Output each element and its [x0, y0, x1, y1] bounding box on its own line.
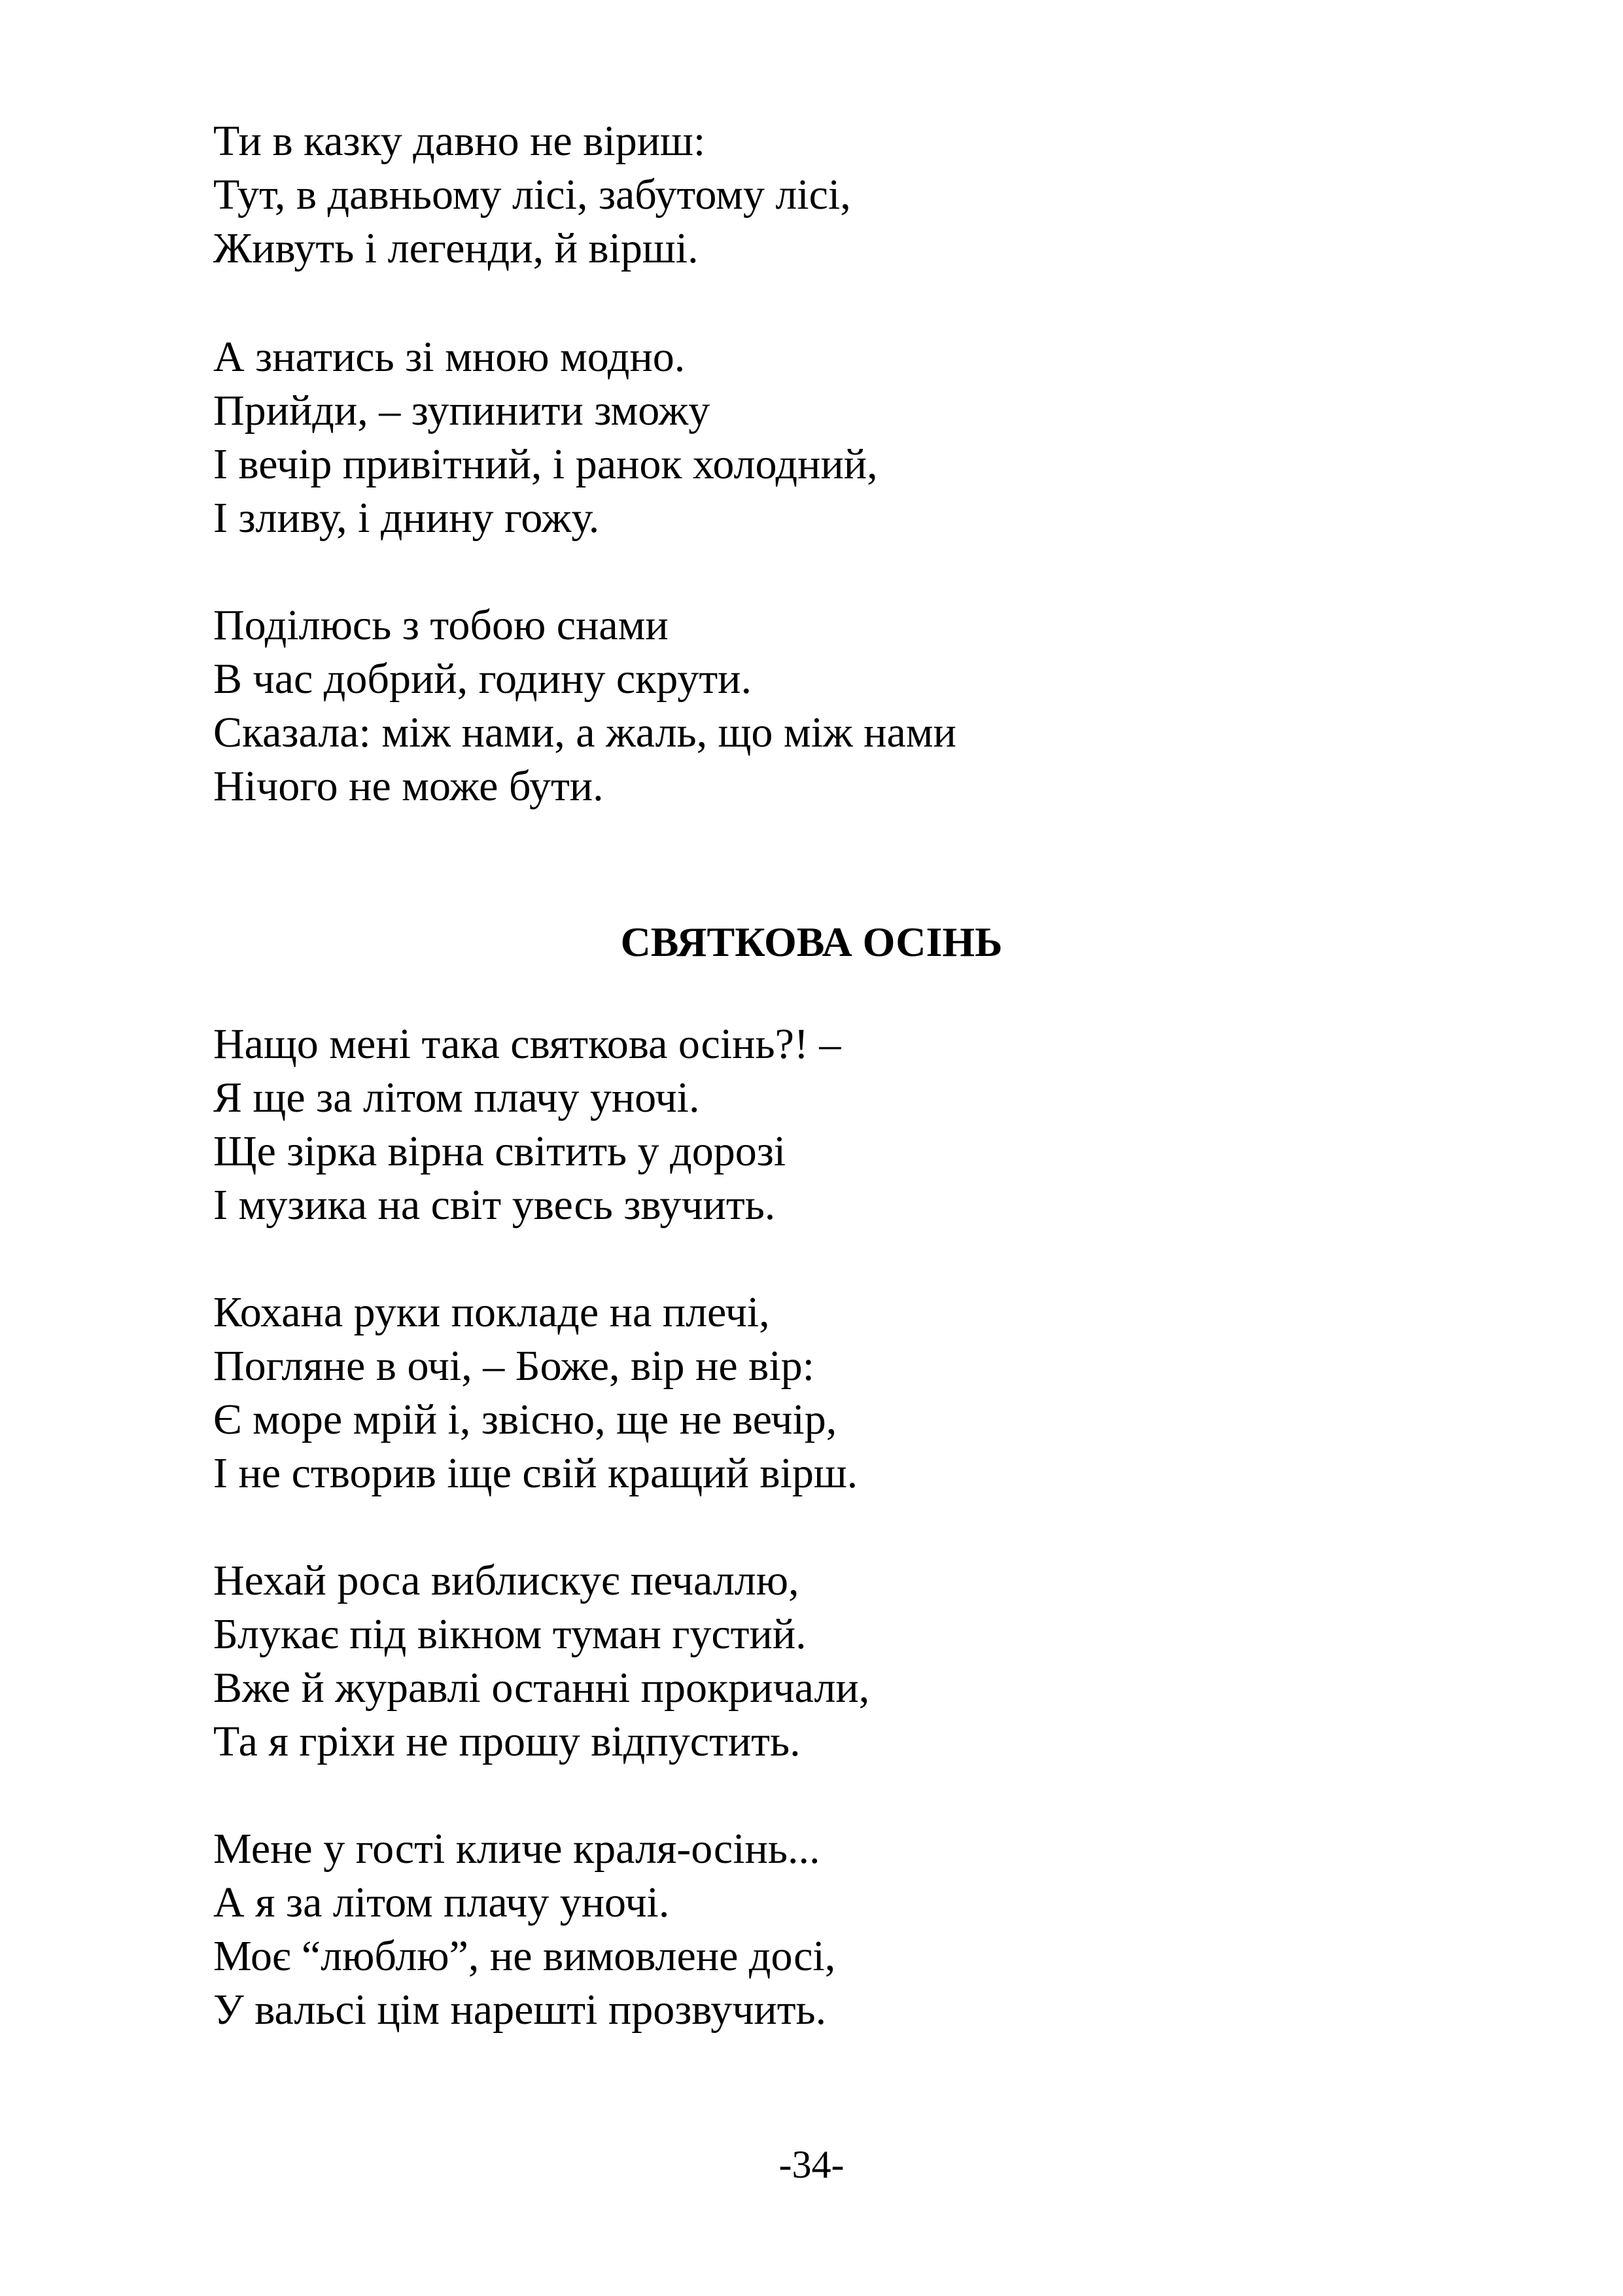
poem-line: І музика на світ увесь звучить. [213, 1181, 776, 1229]
poem-line: Мене у гості кличе краля-осінь... [213, 1825, 820, 1873]
stanza [213, 1822, 835, 2037]
poem-line: І вечір привітний, і ранок холодний, [213, 440, 878, 488]
poem-line: І не створив іще свій кращий вірш. [213, 1449, 858, 1497]
poem-line: Поділюсь з тобою снами [213, 601, 669, 649]
poem-line: Нехай роса виблискує печаллю, [213, 1557, 799, 1604]
poem-line: Сказала: між нами, а жаль, що між нами [213, 709, 956, 756]
poem-line: Є море мрій і, звісно, ще не вечір, [213, 1396, 837, 1443]
stanza [213, 330, 878, 545]
poem-line: В час добрий, годину скрути. [213, 655, 752, 703]
poem-line: Та я гріхи не прошу відпустить. [213, 1718, 801, 1765]
stanza [213, 115, 851, 275]
poem-line: Нащо мені така святкова осінь?! – [213, 1020, 841, 1068]
poem-line: Блукає під вікном туман густий. [213, 1610, 807, 1658]
stanza [213, 599, 956, 813]
poem-line: Я ще за літом плачу уночі. [213, 1074, 700, 1122]
poem-line: Моє “люблю”, не вимовлене досі, [213, 1932, 836, 1980]
poem-line: У вальсі цім нарешті прозвучить. [213, 1986, 827, 2034]
page-number: -34- [778, 2143, 845, 2186]
poem-line: Вже й журавлі останні прокричали, [213, 1664, 870, 1712]
poem-line: А знатись зі мною модно. [213, 333, 686, 381]
poem-line: Нічого не може бути. [213, 762, 604, 810]
stanza [213, 1286, 858, 1500]
poem-line: Тут, в давньому лісі, забутому лісі, [213, 171, 851, 219]
poem-line: А я за літом плачу уночі. [213, 1879, 670, 1926]
poem-line: І зливу, і днину гожу. [213, 494, 600, 542]
poem-title: СВЯТКОВА ОСІНЬ [620, 919, 1003, 965]
poem-line: Погляне в очі, – Боже, вір не вір: [213, 1342, 815, 1390]
poem-line: Ти в казку давно не віриш: [213, 117, 706, 165]
stanza [213, 1017, 841, 1232]
poem-line: Кохана руки покладе на плечі, [213, 1288, 770, 1336]
poem-line: Ще зірка вірна світить у дорозі [213, 1127, 786, 1175]
poem-line: Живуть і легенди, й вірші. [213, 224, 699, 272]
poem-line: Прийди, – зупинити зможу [213, 387, 710, 434]
stanza [213, 1554, 869, 1769]
